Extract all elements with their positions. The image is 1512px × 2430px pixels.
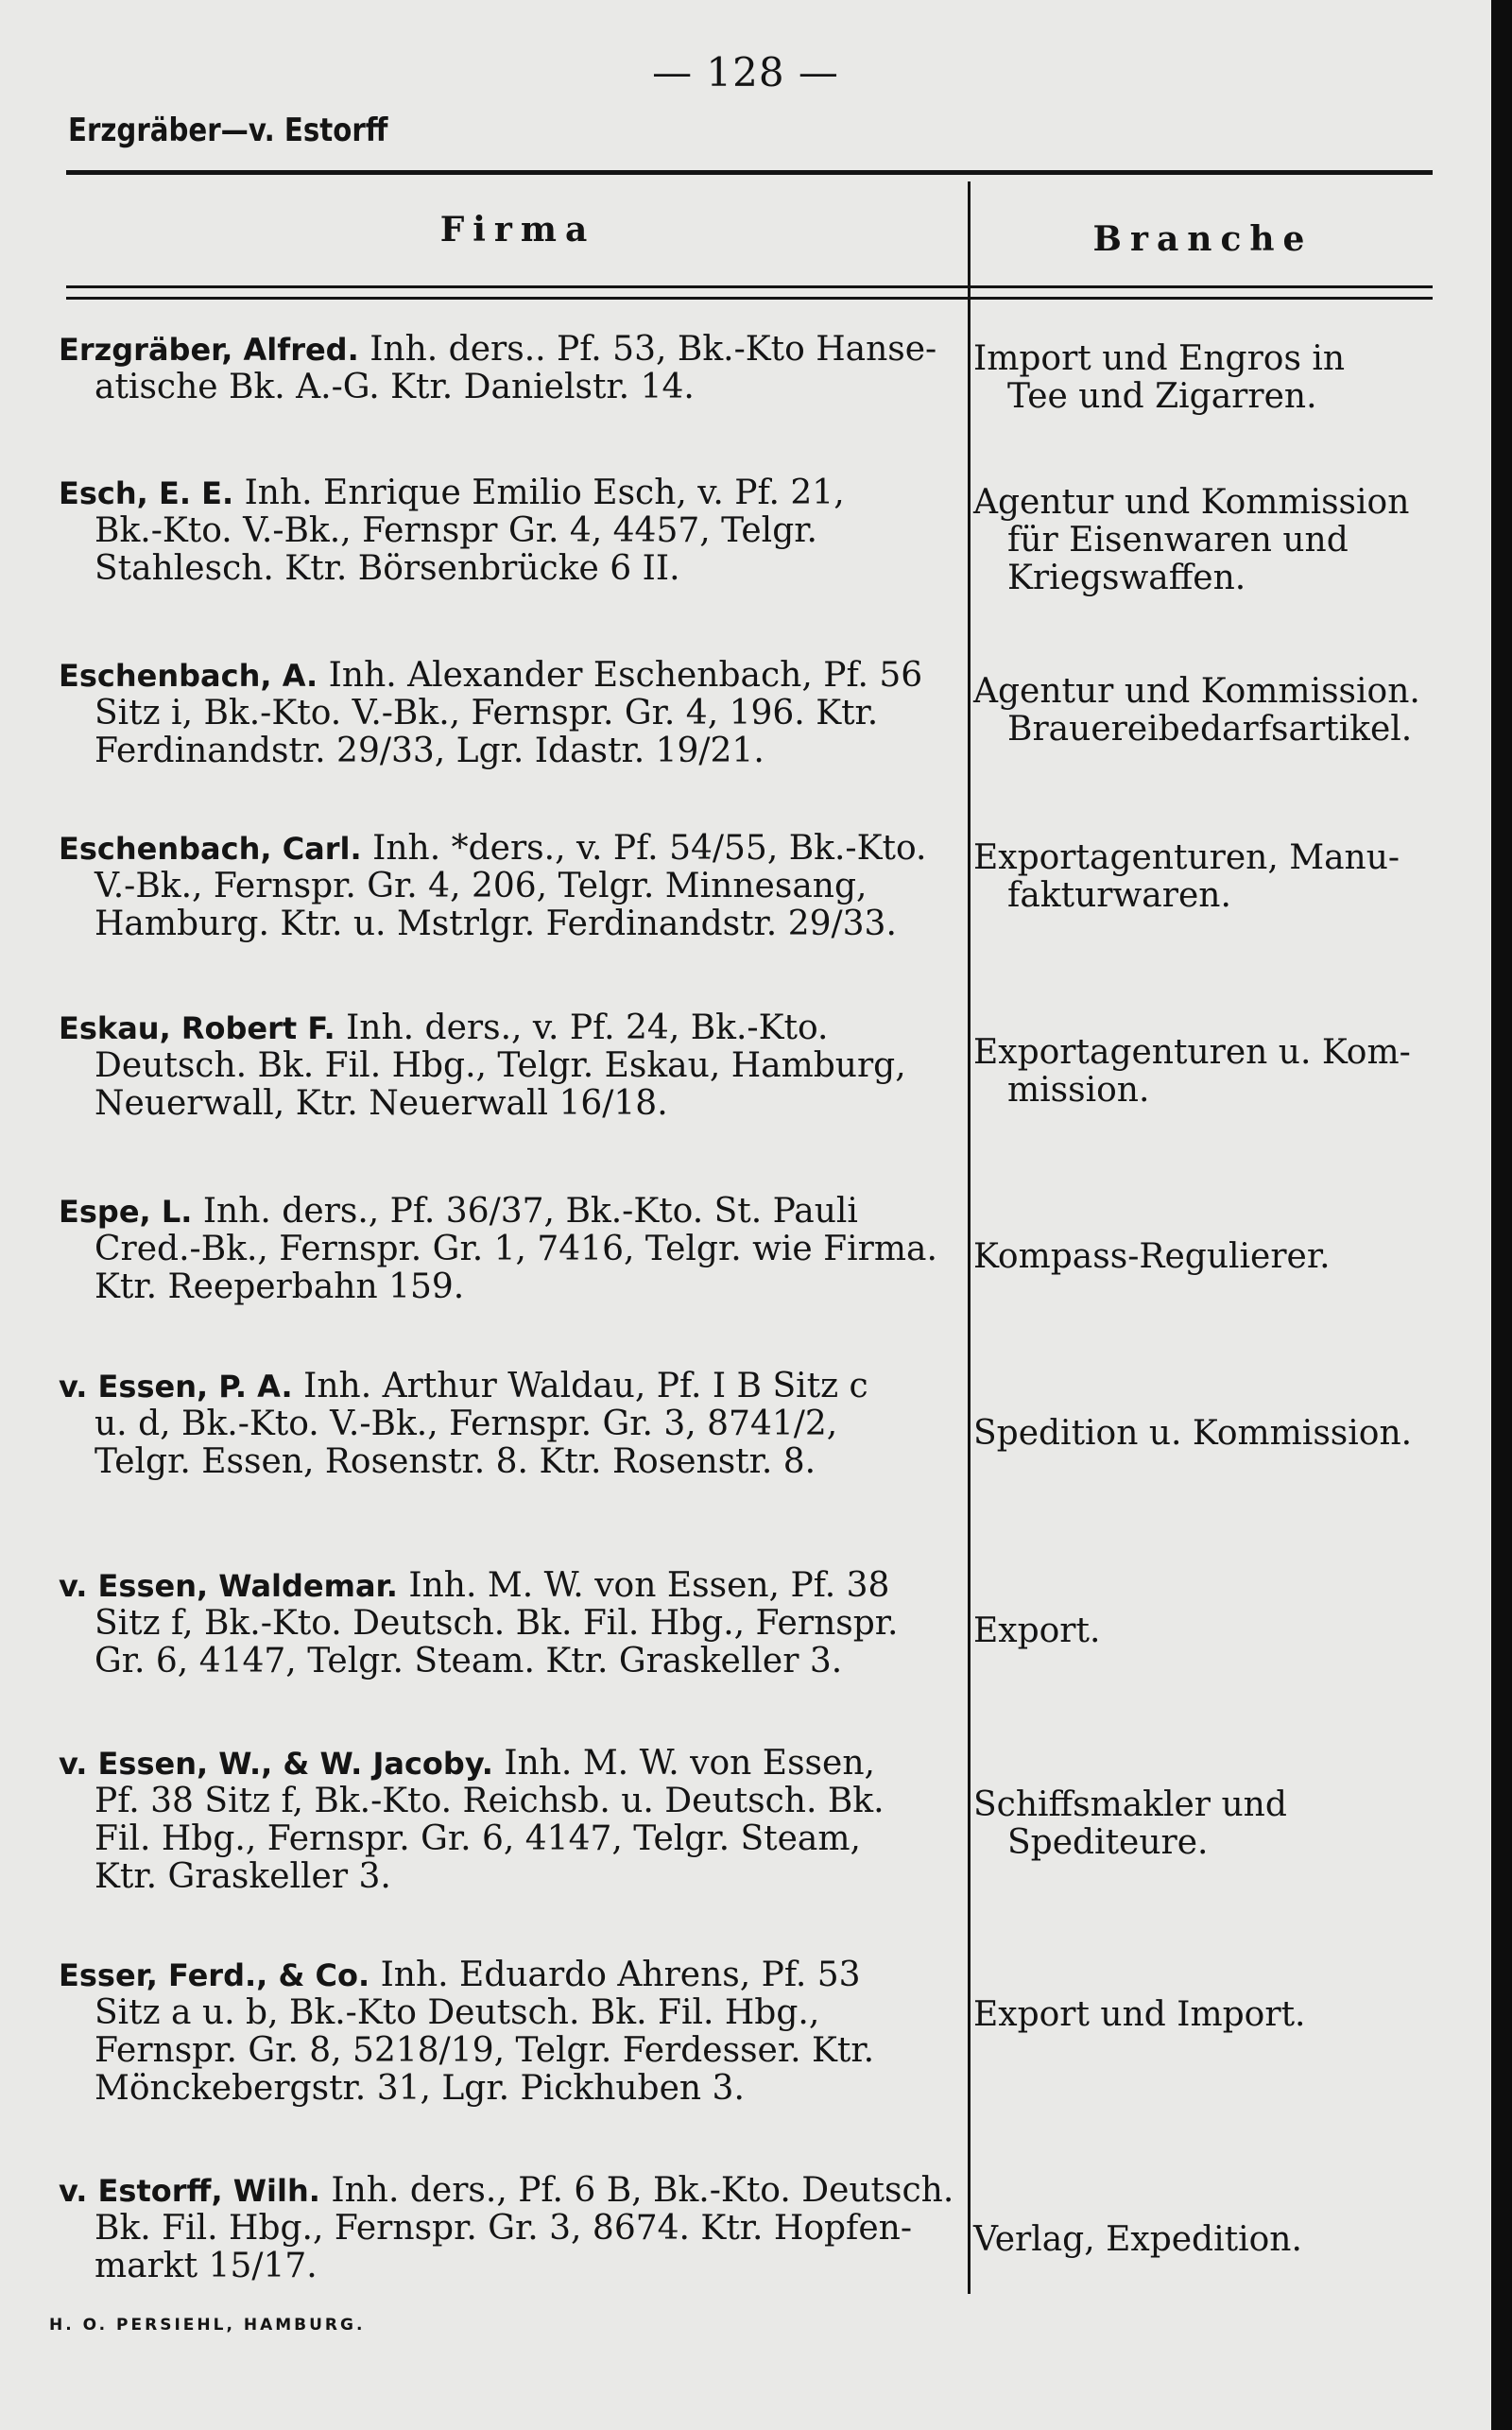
firm-name: v. Essen, W., & W. Jacoby. bbox=[59, 1746, 493, 1782]
branche-line: Brauereibedarfsartikel. bbox=[1007, 710, 1413, 749]
entry-line bbox=[59, 2032, 951, 2070]
entry bbox=[59, 331, 951, 406]
scan-edge bbox=[1491, 0, 1512, 2430]
header-bottom-rule-2 bbox=[66, 297, 1433, 300]
branche-line: Agentur und Kommission. bbox=[973, 672, 1420, 711]
entry bbox=[59, 474, 951, 588]
firm-name: Eskau, Robert F. bbox=[59, 1010, 335, 1046]
branche-line: Agentur und Kommission bbox=[973, 483, 1410, 522]
entry-text: u. d, Bk.-Kto. V.-Bk., Fernspr. Gr. 3, 8741/2, bbox=[94, 1405, 838, 1443]
entry-first-line bbox=[59, 1745, 951, 1783]
entry-line bbox=[59, 1231, 951, 1268]
entry-text: Inh. M. W. von Essen, bbox=[504, 1744, 875, 1783]
entry-text: Inh. Alexander Eschenbach, Pf. 56 bbox=[328, 656, 923, 695]
firm-name: Eschenbach, A. bbox=[59, 658, 318, 694]
entry-text: Ktr. Graskeller 3. bbox=[94, 1857, 391, 1896]
entry bbox=[59, 1956, 951, 2108]
branche-line: Spediteure. bbox=[1007, 1823, 1209, 1862]
entry-text: Sitz a u. b, Bk.-Kto Deutsch. Bk. Fil. Hbg., bbox=[94, 1993, 820, 2032]
column-header-firma: Firma bbox=[439, 210, 596, 250]
entry-line bbox=[59, 868, 951, 905]
entry-text: Sitz i, Bk.-Kto. V.-Bk., Fernspr. Gr. 4, 196. Ktr. bbox=[94, 694, 879, 732]
entry bbox=[59, 1193, 951, 1306]
branche-line: Kompass-Regulierer. bbox=[973, 1237, 1331, 1276]
entry-line bbox=[59, 1858, 951, 1896]
entry-text: atische Bk. A.-G. Ktr. Danielstr. 14. bbox=[94, 368, 695, 406]
branche-cell bbox=[973, 839, 1455, 915]
entry-line bbox=[59, 1268, 951, 1306]
entry-first-line bbox=[59, 2171, 954, 2210]
header-bottom-rule-1 bbox=[66, 285, 1433, 288]
entry bbox=[59, 657, 951, 770]
entry-text: Inh. *ders., v. Pf. 54/55, Bk.-Kto. bbox=[372, 829, 927, 868]
branche-cell bbox=[973, 1996, 1455, 2034]
entry-text: Gr. 6, 4147, Telgr. Steam. Ktr. Graskeller 3. bbox=[94, 1642, 843, 1680]
entry-first-line bbox=[59, 1368, 951, 1405]
branche-line: Exportagenturen, Manu- bbox=[973, 838, 1400, 877]
branche-line: Import und Engros in bbox=[973, 339, 1346, 378]
branche-cell bbox=[973, 340, 1455, 416]
entry bbox=[59, 1368, 951, 1481]
entry bbox=[59, 2171, 954, 2285]
entry-text: Fernspr. Gr. 8, 5218/19, Telgr. Ferdesser. Ktr. bbox=[94, 2031, 875, 2070]
branche-line: Spedition u. Kommission. bbox=[973, 1414, 1413, 1453]
branche-line: Exportagenturen u. Kom- bbox=[973, 1033, 1411, 1072]
firm-name: Esser, Ferd., & Co. bbox=[59, 1957, 370, 1993]
entry-text: markt 15/17. bbox=[94, 2247, 318, 2285]
branche-cell bbox=[973, 1415, 1455, 1453]
firm-name: Eschenbach, Carl. bbox=[59, 831, 362, 867]
entry-text: Inh. ders., v. Pf. 24, Bk.-Kto. bbox=[346, 1008, 829, 1047]
entry-first-line bbox=[59, 1009, 951, 1047]
branche-line: Kriegswaffen. bbox=[1007, 559, 1246, 597]
firm-name: v. Estorff, Wilh. bbox=[59, 2173, 320, 2209]
entry-text: Bk.-Kto. V.-Bk., Fernspr Gr. 4, 4457, Telgr. bbox=[94, 511, 817, 550]
branche-cell bbox=[973, 484, 1455, 597]
entry-line bbox=[59, 550, 951, 588]
entry-text: Inh. Eduardo Ahrens, Pf. 53 bbox=[380, 1956, 861, 1994]
branche-line: mission. bbox=[1007, 1071, 1150, 1110]
entry-line bbox=[59, 2070, 951, 2108]
entry-line bbox=[59, 732, 951, 770]
entry-text: Inh. Arthur Waldau, Pf. I B Sitz c bbox=[303, 1367, 868, 1405]
entry-first-line bbox=[59, 657, 951, 695]
entry-line bbox=[59, 1047, 951, 1085]
entry-text: Inh. ders.. Pf. 53, Bk.-Kto Hanse- bbox=[369, 330, 937, 369]
entry-first-line bbox=[59, 830, 951, 868]
branche-line: Schiffsmakler und bbox=[973, 1785, 1287, 1824]
firm-name: v. Essen, Waldemar. bbox=[59, 1568, 398, 1604]
branche-line: fakturwaren. bbox=[1007, 876, 1231, 915]
column-header-branche: Branche bbox=[1092, 219, 1314, 259]
header-top-rule bbox=[66, 170, 1433, 175]
entry-line bbox=[59, 1820, 951, 1858]
page-number: — 128 — bbox=[652, 49, 839, 95]
branche-line: Verlag, Expedition. bbox=[973, 2220, 1302, 2259]
entry-line bbox=[59, 2210, 951, 2248]
entry bbox=[59, 830, 951, 943]
branche-cell bbox=[973, 1786, 1455, 1862]
entry-text: Cred.-Bk., Fernspr. Gr. 1, 7416, Telgr. wie Firma. bbox=[94, 1230, 937, 1268]
entry-line bbox=[59, 1783, 951, 1820]
entry bbox=[59, 1745, 951, 1896]
entry-line bbox=[59, 1085, 951, 1123]
running-head: Erzgräber—v. Estorff bbox=[68, 112, 388, 149]
entry-line bbox=[59, 905, 951, 943]
branche-cell bbox=[973, 1238, 1455, 1276]
entry-text: Inh. ders., Pf. 36/37, Bk.-Kto. St. Pauli bbox=[202, 1192, 858, 1231]
entry-line bbox=[59, 369, 951, 406]
branche-line: für Eisenwaren und bbox=[1007, 521, 1349, 560]
branche-line: Tee und Zigarren. bbox=[1007, 377, 1317, 416]
entry-line bbox=[59, 1605, 951, 1643]
entry-line bbox=[59, 1643, 951, 1680]
branche-cell bbox=[973, 1612, 1455, 1650]
entry-text: Pf. 38 Sitz f, Bk.-Kto. Reichsb. u. Deutsch. Bk. bbox=[94, 1782, 885, 1820]
entry-line bbox=[59, 2248, 951, 2285]
entry bbox=[59, 1567, 951, 1680]
entry-line bbox=[59, 1443, 951, 1481]
entry-line bbox=[59, 512, 951, 550]
firm-name: Esch, E. E. bbox=[59, 475, 234, 511]
entry-first-line bbox=[59, 1956, 951, 1994]
entry-text: Inh. ders., Pf. 6 B, Bk.-Kto. Deutsch. bbox=[331, 2171, 954, 2210]
firm-name: Erzgräber, Alfred. bbox=[59, 332, 359, 368]
entry-first-line bbox=[59, 331, 951, 369]
entry-first-line bbox=[59, 1193, 951, 1231]
branche-cell bbox=[973, 1034, 1455, 1110]
entry-text: V.-Bk., Fernspr. Gr. 4, 206, Telgr. Minnesang, bbox=[94, 867, 868, 905]
branche-cell bbox=[973, 2221, 1455, 2259]
entry-text: Inh. M. W. von Essen, Pf. 38 bbox=[408, 1566, 890, 1605]
firm-name: Espe, L. bbox=[59, 1194, 193, 1230]
entry-text: Mönckebergstr. 31, Lgr. Pickhuben 3. bbox=[94, 2069, 745, 2108]
firm-name: v. Essen, P. A. bbox=[59, 1369, 293, 1405]
entry-text: Bk. Fil. Hbg., Fernspr. Gr. 3, 8674. Ktr. Hopfen- bbox=[94, 2209, 913, 2248]
entry-text: Neuerwall, Ktr. Neuerwall 16/18. bbox=[94, 1084, 668, 1123]
entry-line bbox=[59, 695, 951, 732]
entry-text: Inh. Enrique Emilio Esch, v. Pf. 21, bbox=[244, 474, 845, 512]
entry-text: Ktr. Reeperbahn 159. bbox=[94, 1267, 465, 1306]
entry-text: Telgr. Essen, Rosenstr. 8. Ktr. Rosenstr. 8. bbox=[94, 1442, 816, 1481]
entry-text: Fil. Hbg., Fernspr. Gr. 6, 4147, Telgr. Steam, bbox=[94, 1819, 861, 1858]
entry-text: Stahlesch. Ktr. Börsenbrücke 6 II. bbox=[94, 549, 680, 588]
branche-cell bbox=[973, 673, 1455, 749]
entry-first-line bbox=[59, 1567, 951, 1605]
entry-line bbox=[59, 1994, 951, 2032]
printer-imprint: H. O. PERSIEHL, HAMBURG. bbox=[49, 2316, 366, 2335]
entry-text: Ferdinandstr. 29/33, Lgr. Idastr. 19/21. bbox=[94, 732, 765, 770]
column-divider bbox=[968, 181, 971, 2294]
entry-text: Sitz f, Bk.-Kto. Deutsch. Bk. Fil. Hbg., Fernspr. bbox=[94, 1604, 899, 1643]
entry bbox=[59, 1009, 951, 1123]
entry-first-line bbox=[59, 474, 951, 512]
entry-text: Hamburg. Ktr. u. Mstrlgr. Ferdinandstr. 29/33. bbox=[94, 905, 897, 943]
branche-line: Export. bbox=[973, 1611, 1101, 1650]
entry-text: Deutsch. Bk. Fil. Hbg., Telgr. Eskau, Hamburg, bbox=[94, 1046, 906, 1085]
branche-line: Export und Import. bbox=[973, 1995, 1306, 2034]
entry-line bbox=[59, 1405, 951, 1443]
